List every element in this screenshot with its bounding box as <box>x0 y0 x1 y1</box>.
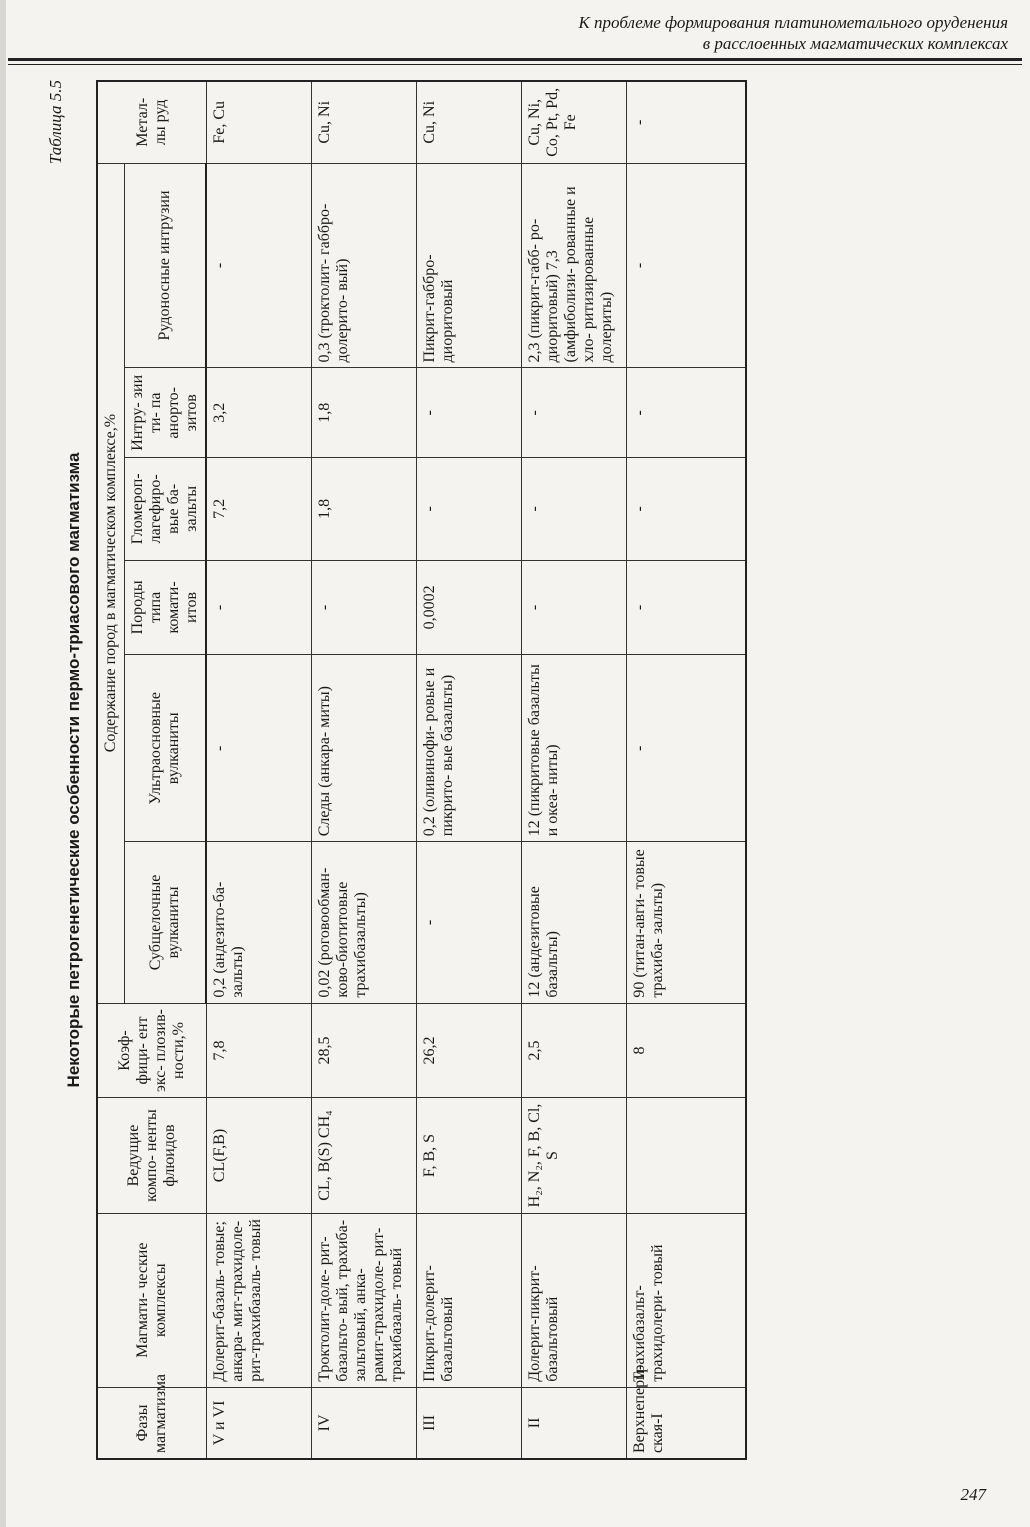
cell-glomero: - <box>417 458 522 560</box>
cell-coef: 8 <box>627 1003 747 1098</box>
running-head <box>388 12 1008 54</box>
cell-komatiite: - <box>522 560 627 655</box>
cell-glomero: - <box>627 458 747 560</box>
header-ultrabasic: Ультраосновные вулканиты <box>125 655 207 842</box>
header-metals: Метал- лы руд <box>97 81 206 163</box>
cell-fluids: H₂, N₂, F, B, Cl, S <box>522 1098 627 1213</box>
cell-komatiite: - <box>312 560 417 655</box>
cell-metals: Cu, Ni, Co, Pt, Pd, Fe <box>522 81 627 163</box>
cell-subalkaline: 90 (титан-авги- товые трахиба- зальты) <box>627 842 747 1003</box>
rotated-table-area <box>46 80 996 1460</box>
cell-anorthosite: - <box>627 368 747 458</box>
cell-phase: Верхнеперм- ская-I <box>627 1387 747 1459</box>
cell-phase: III <box>417 1387 522 1459</box>
cell-metals: Fe, Cu <box>206 81 312 163</box>
cell-coef: 28,5 <box>312 1003 417 1098</box>
header-fluids: Ведущие компо- ненты флюидов <box>97 1098 206 1213</box>
cell-ultrabasic: 12 (пикритовые базальты и океа- ниты) <box>522 655 627 842</box>
cell-anorthosite: 3,2 <box>206 368 312 458</box>
cell-subalkaline: - <box>417 842 522 1003</box>
table-row <box>312 81 417 1459</box>
cell-ore-intrusions: Пикрит-габбро- диоритовый <box>417 163 522 368</box>
cell-fluids: F, B, S <box>417 1098 522 1213</box>
table-row <box>627 81 747 1459</box>
running-head-line-2: в расслоенных магматических комплексах <box>702 34 1008 53</box>
cell-glomero: - <box>522 458 627 560</box>
petrogenetic-table <box>96 80 747 1460</box>
table-title: Некоторые петрогенетические особенности пермо-триасового магматизма <box>64 452 83 1088</box>
cell-komatiite: 0,0002 <box>417 560 522 655</box>
cell-glomero: 1,8 <box>312 458 417 560</box>
table-row <box>206 81 312 1459</box>
cell-phase: II <box>522 1387 627 1459</box>
header-subalkaline: Субщелочные вулканиты <box>125 842 207 1003</box>
header-glomero: Гломероп- лагефиро- вые ба- зальты <box>125 458 207 560</box>
cell-coef: 26,2 <box>417 1003 522 1098</box>
cell-coef: 2,5 <box>522 1003 627 1098</box>
header-complexes: Магмати- ческие комплексы <box>97 1213 206 1387</box>
cell-ore-intrusions: 2,3 (пикрит-габб- ро-диоритовый) 7,3 (амфиболизи- рованные и хло- ритизированные долериты) <box>522 163 627 368</box>
header-rule <box>8 58 1022 61</box>
cell-komatiite: - <box>206 560 312 655</box>
header-phases: Фазы магматизма <box>97 1387 206 1459</box>
table-row <box>417 81 522 1459</box>
cell-anorthosite: - <box>522 368 627 458</box>
cell-fluids <box>627 1098 747 1213</box>
cell-metals: Cu, Ni <box>417 81 522 163</box>
table-row <box>522 81 627 1459</box>
header-komatiite: Породы типа комати- итов <box>125 560 207 655</box>
cell-coef: 7,8 <box>206 1003 312 1098</box>
cell-subalkaline: 0,2 (андезито-ба- зальты) <box>206 842 312 1003</box>
cell-subalkaline: 0,02 (роговообман- ково-биотитовые трахибазальты) <box>312 842 417 1003</box>
cell-complex: Долерит-пикрит- базальтовый <box>522 1213 627 1387</box>
header-anorthosite: Интру- зии ти- па анорто- зитов <box>125 368 207 458</box>
header-coefficient: Коэф- фици- ент экс- плозив- ности,% <box>97 1003 206 1098</box>
cell-phase: IV <box>312 1387 417 1459</box>
cell-glomero: 7,2 <box>206 458 312 560</box>
header-content-group: Содержание пород в магматическом комплексе,% <box>97 163 125 1003</box>
header-ore-intrusions: Рудоносные интрузии <box>125 163 207 368</box>
running-head-line-1: К проблеме формирования платинометального оруденения <box>578 13 1008 32</box>
cell-fluids: CL(F,B) <box>206 1098 312 1213</box>
cell-ore-intrusions: 0,3 (троктолит- габбро-долерито- вый) <box>312 163 417 368</box>
cell-ore-intrusions: - <box>206 163 312 368</box>
cell-subalkaline: 12 (андезитовые базальты) <box>522 842 627 1003</box>
cell-ultrabasic: - <box>627 655 747 842</box>
cell-complex: Троктолит-доле- рит-базальто- вый, трахиба- зальтовый, анка- рамит-трахидоле- рит-трахибазаль- товый <box>312 1213 417 1387</box>
cell-komatiite: - <box>627 560 747 655</box>
cell-fluids: CL, B(S) CH₄ <box>312 1098 417 1213</box>
cell-complex: Долерит-базаль- товые; анкара- мит-трахидоле- рит-трахибазаль- товый <box>206 1213 312 1387</box>
table-label: Таблица 5.5 <box>46 80 65 165</box>
cell-complex: Пикрит-долерит- базальтовый <box>417 1213 522 1387</box>
cell-complex: Трахибазальт- трахидолери- товый <box>627 1213 747 1387</box>
header-rule-thin <box>8 64 1022 65</box>
cell-phase: V и VI <box>206 1387 312 1459</box>
cell-ultrabasic: Следы (анкара- миты) <box>312 655 417 842</box>
cell-anorthosite: 1,8 <box>312 368 417 458</box>
cell-anorthosite: - <box>417 368 522 458</box>
page-number: 247 <box>960 1485 986 1504</box>
cell-metals: - <box>627 81 747 163</box>
scan-edge <box>0 0 6 1527</box>
cell-metals: Cu, Ni <box>312 81 417 163</box>
cell-ultrabasic: - <box>206 655 312 842</box>
cell-ultrabasic: 0,2 (оливинофи- ровые и пикрито- вые базальты) <box>417 655 522 842</box>
cell-ore-intrusions: - <box>627 163 747 368</box>
